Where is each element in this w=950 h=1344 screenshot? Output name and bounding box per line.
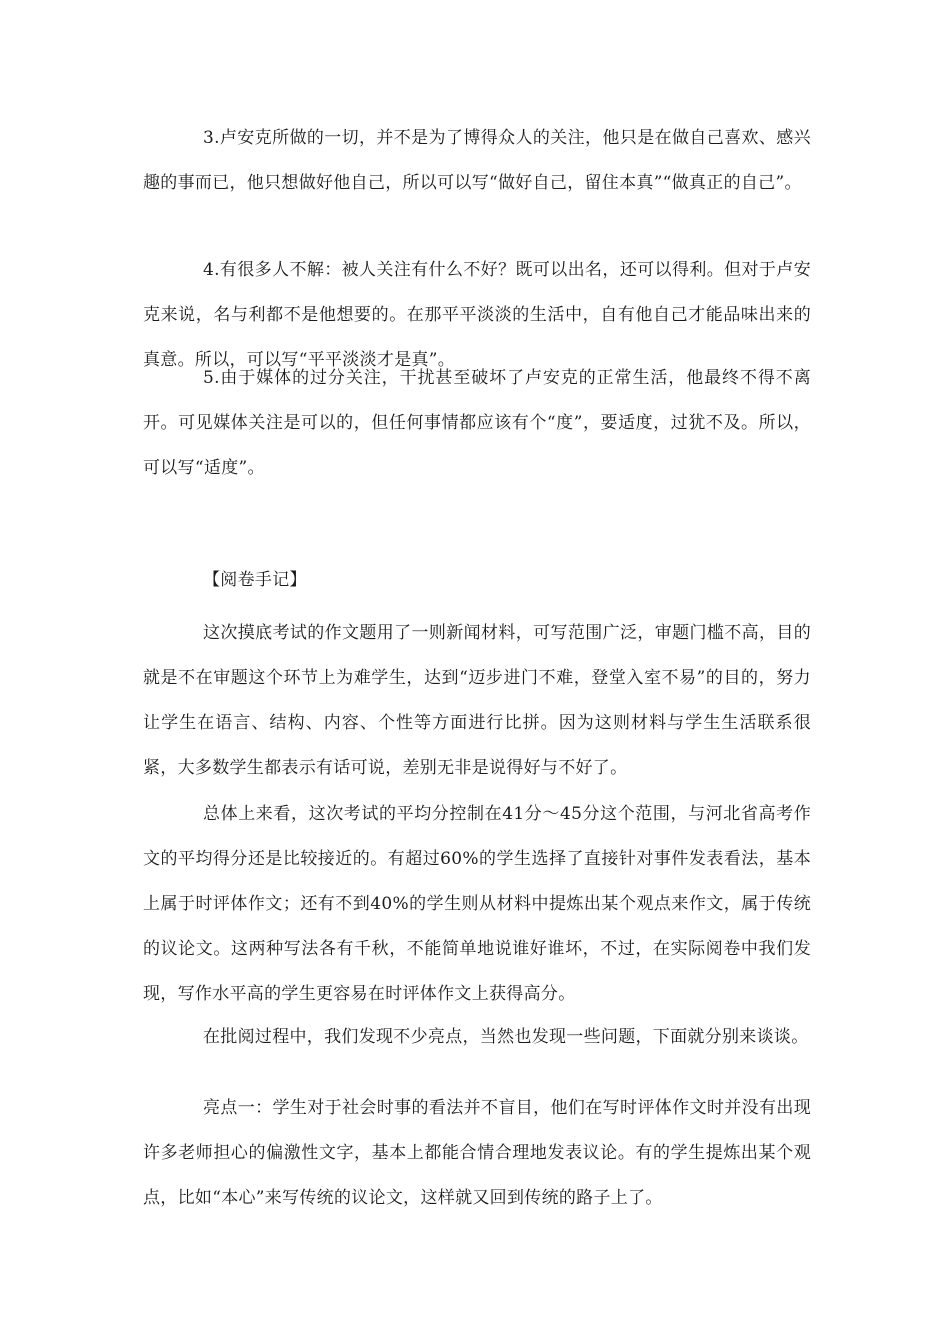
notes-paragraph-3: 在批阅过程中，我们发现不少亮点，当然也发现一些问题，下面就分别来谈谈。 (203, 1027, 809, 1047)
point-4-paragraph: 4.有很多人不解：被人关注有什么不好？既可以出名，还可以得利。但对于卢安克来说，名与利都不是他想要的。在那平平淡淡的生活中，自有他自己才能品味出来的真意。所以，可以写“平平淡淡才是真”。 (143, 260, 811, 370)
notes-paragraph-2: 总体上来看，这次考试的平均分控制在41分～45分这个范围，与河北省高考作文的平均得分还是比较接近的。有超过60%的学生选择了直接针对事件发表看法，基本上属于时评体作文；还有不到40%的学生则从材料中提炼出某个观点来作文，属于传统的议论文。这两种写法各有千秋，不能简单地说谁好谁坏，不过，在实际阅卷中我们发现，写作水平高的学生更容易在时评体作文上获得高分。 (143, 804, 811, 1004)
notes-paragraph-4: 亮点一：学生对于社会时事的看法并不盲目，他们在写时评体作文时并没有出现许多老师担心的偏激性文字，基本上都能合情合理地发表议论。有的学生提炼出某个观点，比如“本心”来写传统的议论文，这样就又回到传统的路子上了。 (143, 1098, 811, 1208)
notes-paragraph-1: 这次摸底考试的作文题用了一则新闻材料，可写范围广泛，审题门槛不高，目的就是不在审题这个环节上为难学生，达到“迈步进门不难，登堂入室不易”的目的，努力让学生在语言、结构、内容、个性等方面进行比拼。因为这则材料与学生生活联系很紧，大多数学生都表示有话可说，差别无非是说得好与不好了。 (143, 623, 811, 778)
section-heading: 【阅卷手记】 (203, 570, 307, 590)
point-3-paragraph: 3.卢安克所做的一切，并不是为了博得众人的关注，他只是在做自己喜欢、感兴趣的事而已，他只想做好他自己，所以可以写“做好自己，留住本真”“做真正的自己”。 (143, 128, 811, 193)
point-5-paragraph: 5.由于媒体的过分关注，干扰甚至破坏了卢安克的正常生活，他最终不得不离开。可见媒体关注是可以的，但任何事情都应该有个“度”，要适度，过犹不及。所以，可以写“适度”。 (143, 368, 811, 478)
